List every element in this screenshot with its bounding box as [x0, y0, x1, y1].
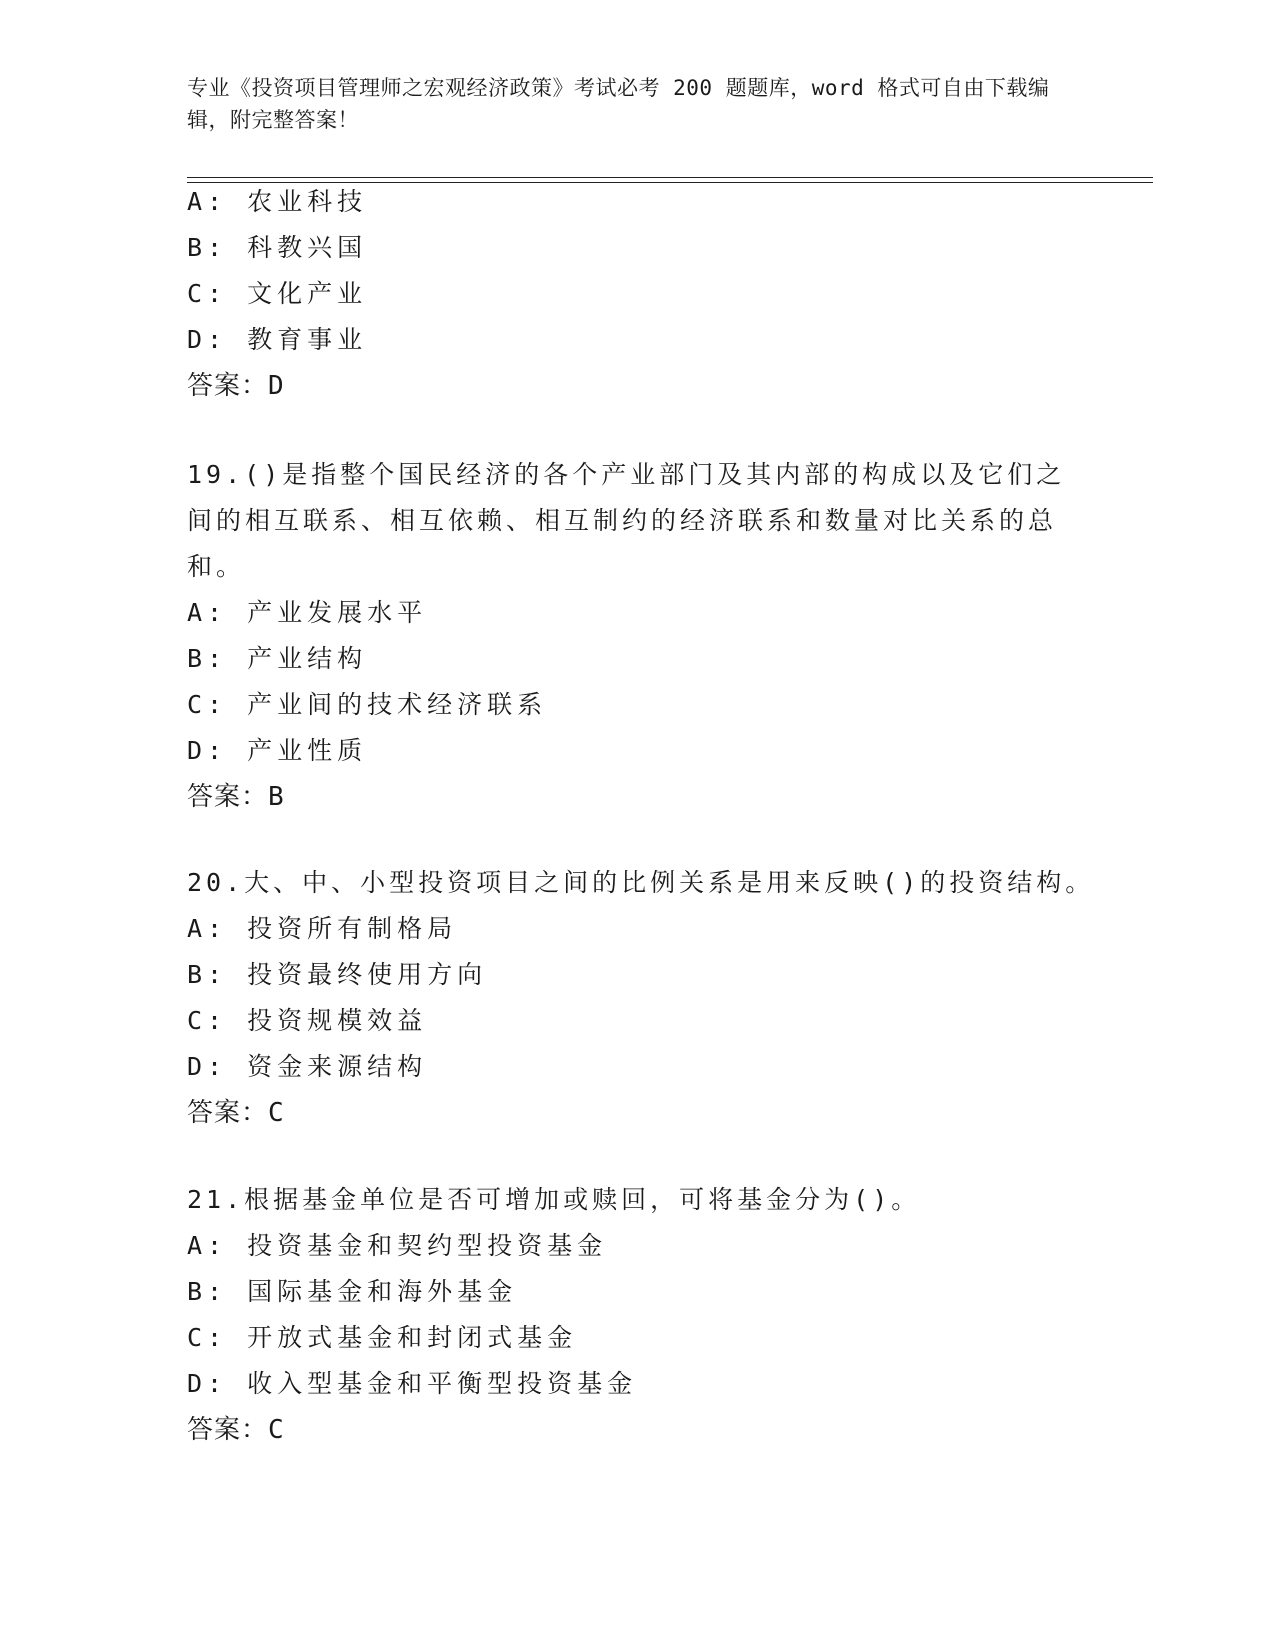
- option-c: C: 投资规模效益: [187, 1006, 428, 1035]
- answer-line: 答案：D: [187, 371, 285, 401]
- option-a: A: 产业发展水平: [187, 598, 428, 627]
- answer-line: 答案：C: [187, 1098, 285, 1128]
- option-c: C: 开放式基金和封闭式基金: [187, 1323, 578, 1352]
- option-c: C: 产业间的技术经济联系: [187, 690, 548, 719]
- option-a: A: 投资基金和契约型投资基金: [187, 1231, 608, 1260]
- option-b: B: 国际基金和海外基金: [187, 1277, 518, 1306]
- answer-line: 答案：B: [187, 782, 285, 812]
- option-c: C: 文化产业: [187, 279, 368, 308]
- question-stem: 20.大、中、小型投资项目之间的比例关系是用来反映()的投资结构。: [187, 868, 1095, 897]
- option-b: B: 科教兴国: [187, 233, 368, 262]
- option-d: D: 产业性质: [187, 736, 368, 765]
- question-18-continued: [187, 179, 1067, 409]
- option-a: A: 投资所有制格局: [187, 914, 458, 943]
- option-b: B: 产业结构: [187, 644, 368, 673]
- header-divider: [187, 177, 1153, 178]
- question-stem: 21.根据基金单位是否可增加或赎回，可将基金分为()。: [187, 1185, 921, 1214]
- option-d: D: 资金来源结构: [187, 1052, 428, 1081]
- question-20: [187, 860, 1095, 1136]
- option-d: D: 教育事业: [187, 325, 368, 354]
- answer-line: 答案：C: [187, 1415, 285, 1445]
- option-d: D: 收入型基金和平衡型投资基金: [187, 1369, 638, 1398]
- question-19: [187, 452, 1067, 820]
- question-stem: 19.()是指整个国民经济的各个产业部门及其内部的构成以及它们之间的相互联系、相互依赖、相互制约的经济联系和数量对比关系的总和。: [187, 460, 1066, 581]
- document-header: 专业《投资项目管理师之宏观经济政策》考试必考 200 题题库，word 格式可自由下载编辑，附完整答案！: [187, 76, 1050, 132]
- option-b: B: 投资最终使用方向: [187, 960, 488, 989]
- question-21: [187, 1177, 1067, 1453]
- option-a: A: 农业科技: [187, 187, 368, 216]
